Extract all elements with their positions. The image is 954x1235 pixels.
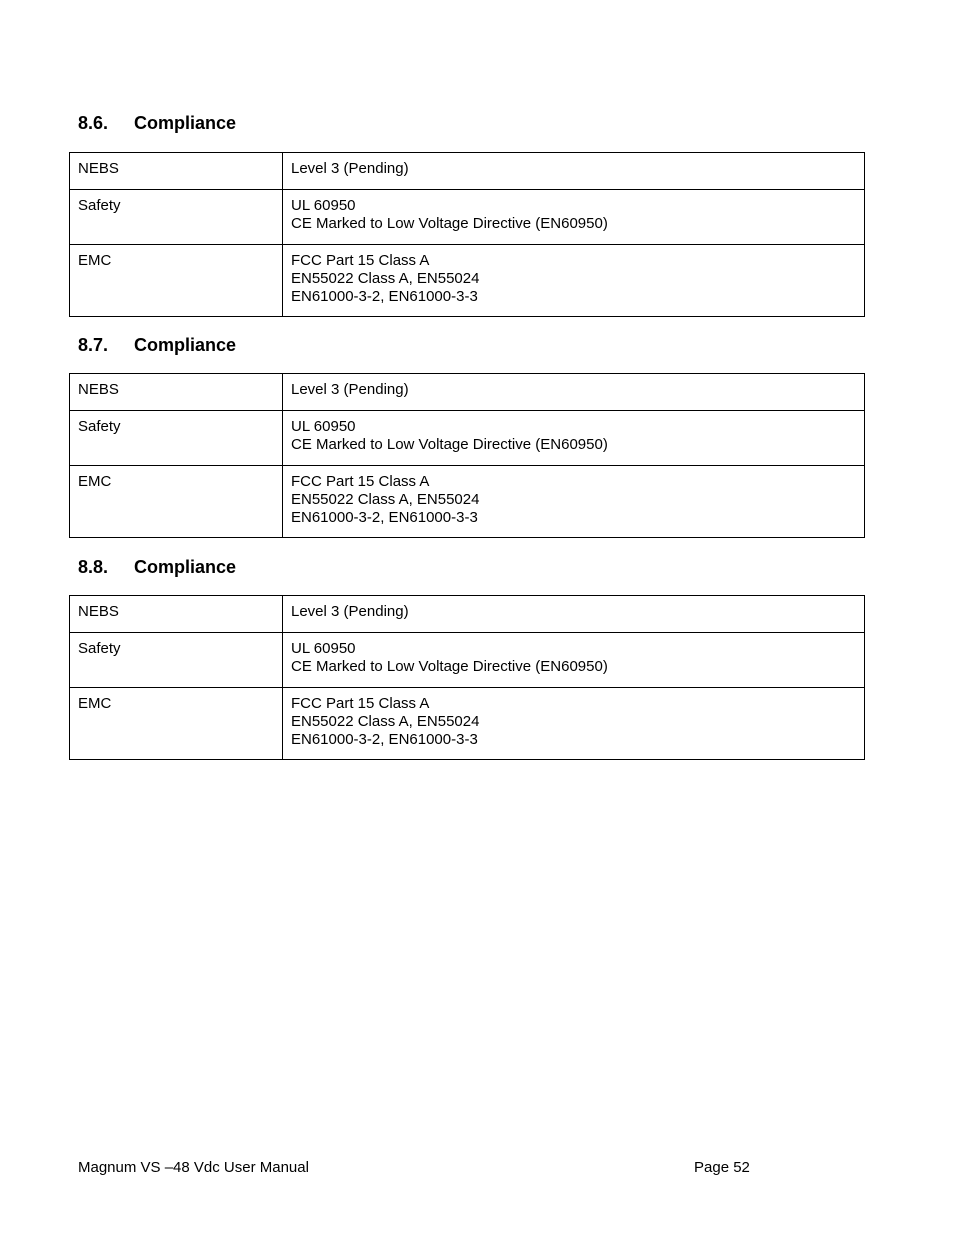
- value-line: UL 60950: [291, 640, 356, 657]
- row-value: [283, 411, 865, 466]
- row-label: EMC: [70, 688, 283, 760]
- value-line: EN61000-3-2, EN61000-3-3: [291, 509, 478, 526]
- row-value: [283, 190, 865, 245]
- section-number: 8.6.: [78, 113, 109, 133]
- row-value: [283, 374, 865, 411]
- section-heading: [78, 557, 236, 577]
- footer-manual-title: Magnum VS –48 Vdc User Manual: [78, 1159, 309, 1176]
- value-line: FCC Part 15 Class A: [291, 473, 430, 490]
- row-label: Safety: [70, 190, 283, 245]
- value-line: CE Marked to Low Voltage Directive (EN60950): [291, 215, 608, 232]
- table-row: [70, 596, 865, 633]
- value-line: FCC Part 15 Class A: [291, 252, 430, 269]
- section-number: 8.8.: [78, 557, 109, 577]
- value-line: CE Marked to Low Voltage Directive (EN60950): [291, 436, 608, 453]
- row-value: [283, 688, 865, 760]
- section-number: 8.7.: [78, 335, 109, 355]
- table-row: [70, 374, 865, 411]
- section-title: Compliance: [134, 113, 237, 133]
- row-value: [283, 633, 865, 688]
- value-line: EN61000-3-2, EN61000-3-3: [291, 731, 478, 748]
- compliance-table: [69, 373, 865, 538]
- row-label: NEBS: [70, 596, 283, 633]
- value-line: UL 60950: [291, 197, 356, 214]
- table-row: [70, 466, 865, 538]
- row-label: NEBS: [70, 153, 283, 190]
- table-row: [70, 411, 865, 466]
- value-line: EN55022 Class A, EN55024: [291, 713, 480, 730]
- row-value: [283, 596, 865, 633]
- value-line: Level 3 (Pending): [291, 381, 409, 398]
- row-value: [283, 153, 865, 190]
- value-line: EN55022 Class A, EN55024: [291, 270, 480, 287]
- section-heading: [78, 113, 236, 133]
- table-row: [70, 153, 865, 190]
- row-label: Safety: [70, 411, 283, 466]
- value-line: CE Marked to Low Voltage Directive (EN60950): [291, 658, 608, 675]
- value-line: FCC Part 15 Class A: [291, 695, 430, 712]
- table-row: [70, 245, 865, 317]
- table-row: [70, 190, 865, 245]
- value-line: Level 3 (Pending): [291, 603, 409, 620]
- row-label: EMC: [70, 466, 283, 538]
- row-label: NEBS: [70, 374, 283, 411]
- value-line: Level 3 (Pending): [291, 160, 409, 177]
- value-line: EN55022 Class A, EN55024: [291, 491, 480, 508]
- table-row: [70, 688, 865, 760]
- row-label: Safety: [70, 633, 283, 688]
- footer-page-number: Page 52: [694, 1159, 750, 1176]
- value-line: UL 60950: [291, 418, 356, 435]
- row-value: [283, 245, 865, 317]
- row-label: EMC: [70, 245, 283, 317]
- compliance-table: [69, 595, 865, 760]
- compliance-table: [69, 152, 865, 317]
- section-heading: [78, 335, 236, 355]
- value-line: EN61000-3-2, EN61000-3-3: [291, 288, 478, 305]
- section-title: Compliance: [134, 557, 237, 577]
- row-value: [283, 466, 865, 538]
- table-row: [70, 633, 865, 688]
- section-title: Compliance: [134, 335, 237, 355]
